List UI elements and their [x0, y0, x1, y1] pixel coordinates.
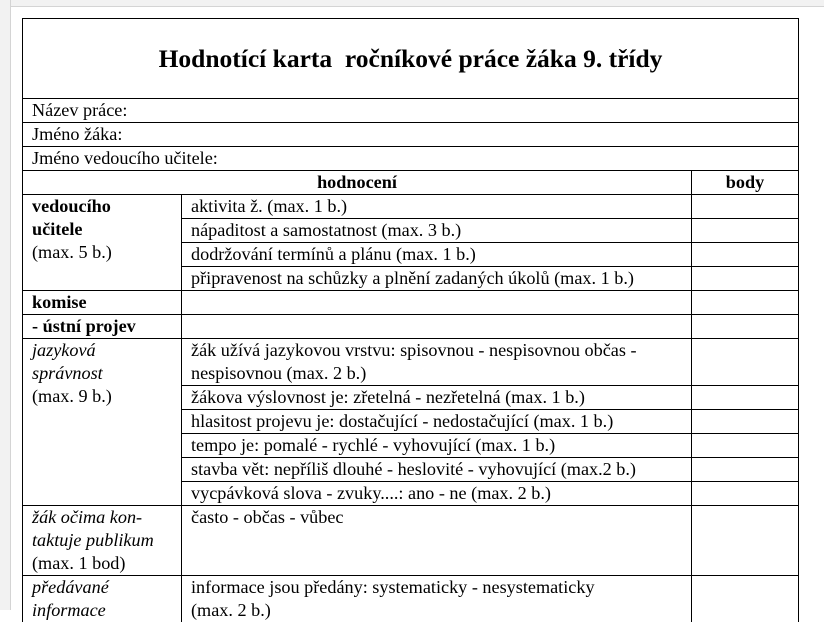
language-label-line1: jazyková: [32, 339, 181, 362]
eye-contact-item: často - občas - vůbec: [182, 506, 692, 576]
header-body: body: [692, 171, 799, 195]
supervisor-item-creativity: nápaditost a samostatnost (max. 3 b.): [182, 219, 692, 243]
points-cell: [692, 195, 799, 219]
information-row: [23, 576, 799, 622]
language-item-register: žák užívá jazykovou vrstvu: spisovnou - nespisovnou občas - nespisovnou (max. 2 b.): [182, 339, 692, 386]
points-cell: [692, 386, 799, 410]
eye-contact-label-cell: [23, 506, 182, 576]
supervisor-row-1: [23, 195, 799, 219]
language-row-1: [23, 339, 799, 386]
information-label-line2: informace: [32, 599, 181, 622]
points-cell: [692, 482, 799, 506]
language-max: (max. 9 b.): [32, 385, 181, 408]
oral-label: - ústní projev: [23, 315, 182, 339]
evaluation-card-table: [22, 18, 799, 622]
page-top-edge: [0, 0, 824, 7]
page-left-edge: [0, 0, 11, 610]
empty-cell: [182, 291, 692, 315]
empty-cell: [182, 315, 692, 339]
language-label-cell: [23, 339, 182, 506]
supervisor-item-preparedness: připravenost na schůzky a plnění zadaných úkolů (max. 1 b.): [182, 267, 692, 291]
points-cell: [692, 243, 799, 267]
supervisor-item-activity: aktivita ž. (max. 1 b.): [182, 195, 692, 219]
field-project-name: Název práce:: [23, 99, 799, 123]
points-cell: [692, 458, 799, 482]
header-row: [23, 171, 799, 195]
language-item-sentences: stavba vět: nepříliš dlouhé - heslovité - vyhovující (max.2 b.): [182, 458, 692, 482]
language-item-volume: hlasitost projevu je: dostačující - nedostačující (max. 1 b.): [182, 410, 692, 434]
points-cell: [692, 315, 799, 339]
eye-contact-label-line1: žák očima kon-: [32, 506, 181, 529]
oral-row: [23, 315, 799, 339]
field-row-teacher-name: [23, 147, 799, 171]
points-cell: [692, 410, 799, 434]
information-item-line1: informace jsou předány: systematicky - nesystematicky: [191, 576, 691, 599]
field-student-name: Jméno žáka:: [23, 123, 799, 147]
committee-row: [23, 291, 799, 315]
field-teacher-name: Jméno vedoucího učitele:: [23, 147, 799, 171]
points-cell: [692, 339, 799, 386]
information-label-cell: [23, 576, 182, 622]
card-title: Hodnotící karta ročníkové práce žáka 9. třídy: [23, 19, 799, 99]
points-cell: [692, 291, 799, 315]
points-cell: [692, 576, 799, 622]
language-item-pronunciation: žákova výslovnost je: zřetelná - nezřetelná (max. 1 b.): [182, 386, 692, 410]
information-item-line2: (max. 2 b.): [191, 599, 691, 622]
points-cell: [692, 219, 799, 243]
field-row-student-name: [23, 123, 799, 147]
points-cell: [692, 267, 799, 291]
supervisor-label-cell: [23, 195, 182, 291]
language-label-line2: správnost: [32, 362, 181, 385]
supervisor-max: (max. 5 b.): [32, 241, 181, 264]
eye-contact-row: [23, 506, 799, 576]
eye-contact-max: (max. 1 bod): [32, 552, 181, 575]
header-hodnoceni: hodnocení: [23, 171, 692, 195]
information-item-cell: [182, 576, 692, 622]
supervisor-item-deadlines: dodržování termínů a plánu (max. 1 b.): [182, 243, 692, 267]
eye-contact-label-line2: taktuje publikum: [32, 529, 181, 552]
committee-label: komise: [23, 291, 182, 315]
information-label-line1: předávané: [32, 576, 181, 599]
supervisor-label-line2: učitele: [32, 218, 181, 241]
points-cell: [692, 506, 799, 576]
language-item-tempo: tempo je: pomalé - rychlé - vyhovující (max. 1 b.): [182, 434, 692, 458]
title-row: [23, 19, 799, 99]
points-cell: [692, 434, 799, 458]
language-item-fillers: vycpávková slova - zvuky....: ano - ne (max. 2 b.): [182, 482, 692, 506]
field-row-project-name: [23, 99, 799, 123]
supervisor-label-line1: vedoucího: [32, 195, 181, 218]
